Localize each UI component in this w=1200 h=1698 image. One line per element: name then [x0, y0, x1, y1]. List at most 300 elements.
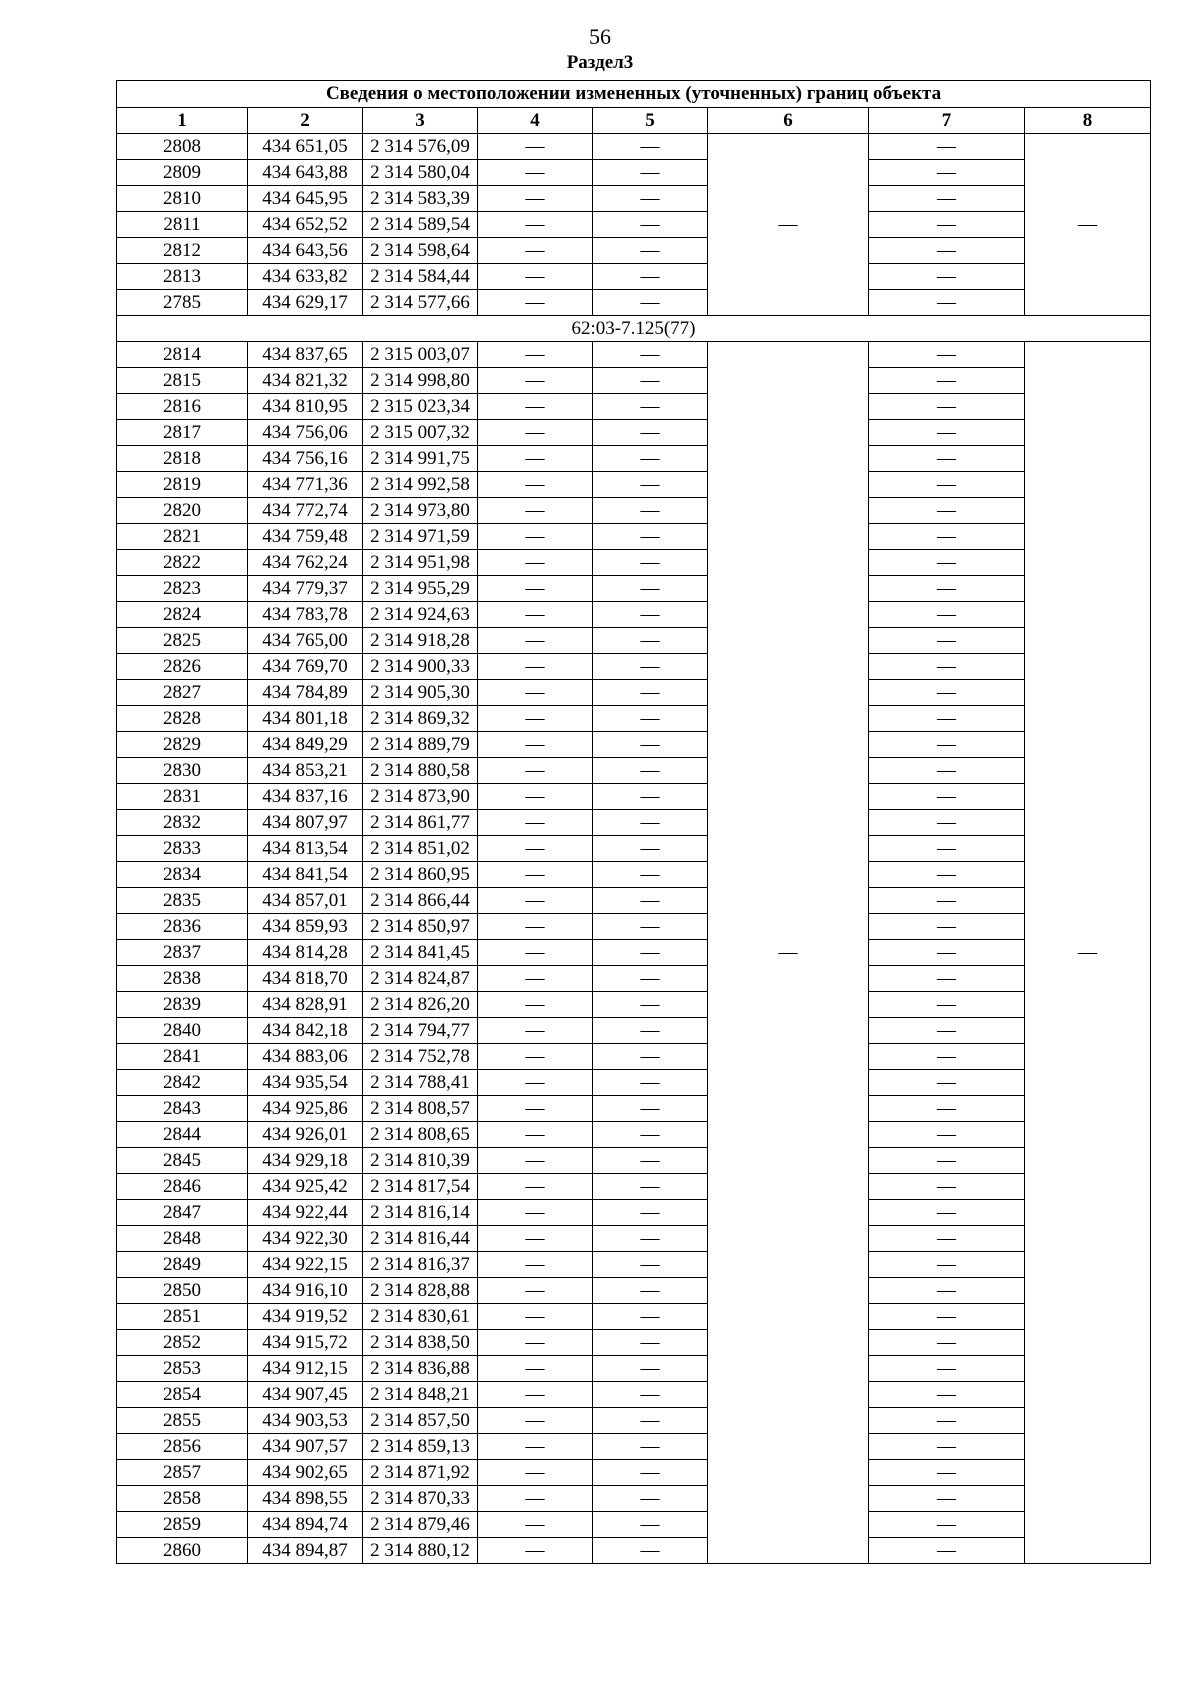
point-number-cell: 2815: [117, 368, 248, 394]
table-row: [117, 134, 1151, 160]
column-5-cell: —: [593, 576, 708, 602]
point-number-cell: 2833: [117, 836, 248, 862]
column-5-cell: —: [593, 940, 708, 966]
y-coordinate-cell: 2 314 838,50: [363, 1330, 478, 1356]
column-7-cell: —: [869, 680, 1025, 706]
table-row: [117, 446, 1151, 472]
column-5-cell: —: [593, 1278, 708, 1304]
table-row: [117, 784, 1151, 810]
column-7-cell: —: [869, 654, 1025, 680]
point-number-cell: 2820: [117, 498, 248, 524]
column-7-cell: —: [869, 1200, 1025, 1226]
point-number-cell: 2822: [117, 550, 248, 576]
point-number-cell: 2856: [117, 1434, 248, 1460]
table-row: [117, 1356, 1151, 1382]
column-4-cell: —: [478, 1408, 593, 1434]
table-row: [117, 1304, 1151, 1330]
point-number-cell: 2817: [117, 420, 248, 446]
column-4-cell: —: [478, 914, 593, 940]
table-row: [117, 420, 1151, 446]
column-5-cell: —: [593, 420, 708, 446]
y-coordinate-cell: 2 314 836,88: [363, 1356, 478, 1382]
y-coordinate-cell: 2 314 752,78: [363, 1044, 478, 1070]
y-coordinate-cell: 2 314 810,39: [363, 1148, 478, 1174]
column-7-cell: —: [869, 1278, 1025, 1304]
column-7-cell: —: [869, 940, 1025, 966]
column-7-cell: —: [869, 1148, 1025, 1174]
column-4-cell: —: [478, 992, 593, 1018]
column-header: 6: [708, 108, 869, 134]
column-4-cell: —: [478, 628, 593, 654]
table-row: [117, 238, 1151, 264]
column-4-cell: —: [478, 1252, 593, 1278]
column-5-cell: —: [593, 1382, 708, 1408]
column-7-cell: —: [869, 550, 1025, 576]
column-7-cell: —: [869, 186, 1025, 212]
y-coordinate-cell: 2 314 850,97: [363, 914, 478, 940]
x-coordinate-cell: 434 779,37: [248, 576, 363, 602]
point-number-cell: 2827: [117, 680, 248, 706]
point-number-cell: 2814: [117, 342, 248, 368]
x-coordinate-cell: 434 925,86: [248, 1096, 363, 1122]
point-number-cell: 2841: [117, 1044, 248, 1070]
x-coordinate-cell: 434 907,45: [248, 1382, 363, 1408]
y-coordinate-cell: 2 314 598,64: [363, 238, 478, 264]
table-row: [117, 1382, 1151, 1408]
column-5-cell: —: [593, 758, 708, 784]
column-5-cell: —: [593, 966, 708, 992]
x-coordinate-cell: 434 859,93: [248, 914, 363, 940]
column-8-merged-cell: —: [1025, 134, 1151, 316]
y-coordinate-cell: 2 315 007,32: [363, 420, 478, 446]
column-7-cell: —: [869, 1512, 1025, 1538]
y-coordinate-cell: 2 314 951,98: [363, 550, 478, 576]
table-row: [117, 706, 1151, 732]
x-coordinate-cell: 434 837,65: [248, 342, 363, 368]
column-7-cell: —: [869, 342, 1025, 368]
x-coordinate-cell: 434 915,72: [248, 1330, 363, 1356]
column-4-cell: —: [478, 1356, 593, 1382]
table-row: [117, 1018, 1151, 1044]
column-4-cell: —: [478, 1148, 593, 1174]
table-row: [117, 914, 1151, 940]
point-number-cell: 2831: [117, 784, 248, 810]
column-4-cell: —: [478, 784, 593, 810]
table-caption-row: [117, 81, 1151, 108]
coordinates-table: [116, 80, 1151, 1564]
y-coordinate-cell: 2 314 857,50: [363, 1408, 478, 1434]
table-row: [117, 1460, 1151, 1486]
column-5-cell: —: [593, 446, 708, 472]
column-4-cell: —: [478, 420, 593, 446]
y-coordinate-cell: 2 314 991,75: [363, 446, 478, 472]
column-4-cell: —: [478, 732, 593, 758]
column-4-cell: —: [478, 1460, 593, 1486]
point-number-cell: 2853: [117, 1356, 248, 1382]
column-5-cell: —: [593, 1330, 708, 1356]
x-coordinate-cell: 434 821,32: [248, 368, 363, 394]
column-5-cell: —: [593, 1408, 708, 1434]
x-coordinate-cell: 434 922,44: [248, 1200, 363, 1226]
column-7-cell: —: [869, 1356, 1025, 1382]
x-coordinate-cell: 434 651,05: [248, 134, 363, 160]
section-title: Раздел3: [566, 52, 634, 73]
y-coordinate-cell: 2 314 788,41: [363, 1070, 478, 1096]
table-row: [117, 576, 1151, 602]
x-coordinate-cell: 434 759,48: [248, 524, 363, 550]
y-coordinate-cell: 2 314 973,80: [363, 498, 478, 524]
table-row: [117, 1070, 1151, 1096]
point-number-cell: 2859: [117, 1512, 248, 1538]
column-5-cell: —: [593, 836, 708, 862]
x-coordinate-cell: 434 916,10: [248, 1278, 363, 1304]
y-coordinate-cell: 2 314 871,92: [363, 1460, 478, 1486]
y-coordinate-cell: 2 314 584,44: [363, 264, 478, 290]
column-7-cell: —: [869, 576, 1025, 602]
column-4-cell: —: [478, 472, 593, 498]
point-number-cell: 2785: [117, 290, 248, 316]
point-number-cell: 2809: [117, 160, 248, 186]
point-number-cell: 2825: [117, 628, 248, 654]
point-number-cell: 2816: [117, 394, 248, 420]
table-row: [117, 1148, 1151, 1174]
table-row: [117, 264, 1151, 290]
column-4-cell: —: [478, 1018, 593, 1044]
group-label: 62:03-7.125(77): [117, 316, 1151, 342]
column-7-cell: —: [869, 836, 1025, 862]
column-header: 3: [363, 108, 478, 134]
table-row: [117, 160, 1151, 186]
column-header: 5: [593, 108, 708, 134]
table-row: [117, 550, 1151, 576]
point-number-cell: 2852: [117, 1330, 248, 1356]
table-row: [117, 1434, 1151, 1460]
column-5-cell: —: [593, 1226, 708, 1252]
table-row: [117, 524, 1151, 550]
column-5-cell: —: [593, 1356, 708, 1382]
column-7-cell: —: [869, 290, 1025, 316]
column-4-cell: —: [478, 550, 593, 576]
y-coordinate-cell: 2 314 905,30: [363, 680, 478, 706]
table-header-row: [117, 108, 1151, 134]
column-4-cell: —: [478, 862, 593, 888]
point-number-cell: 2823: [117, 576, 248, 602]
table-row: [117, 1538, 1151, 1564]
point-number-cell: 2821: [117, 524, 248, 550]
column-4-cell: —: [478, 524, 593, 550]
x-coordinate-cell: 434 842,18: [248, 1018, 363, 1044]
column-header: 4: [478, 108, 593, 134]
table-row: [117, 212, 1151, 238]
column-7-cell: —: [869, 134, 1025, 160]
column-5-cell: —: [593, 1434, 708, 1460]
table-row: [117, 966, 1151, 992]
table-row: [117, 1278, 1151, 1304]
table-row: [117, 186, 1151, 212]
x-coordinate-cell: 434 784,89: [248, 680, 363, 706]
column-4-cell: —: [478, 1070, 593, 1096]
column-4-cell: —: [478, 1330, 593, 1356]
column-7-cell: —: [869, 1044, 1025, 1070]
point-number-cell: 2850: [117, 1278, 248, 1304]
column-4-cell: —: [478, 446, 593, 472]
y-coordinate-cell: 2 314 900,33: [363, 654, 478, 680]
table-row: [117, 888, 1151, 914]
column-7-cell: —: [869, 758, 1025, 784]
column-5-cell: —: [593, 862, 708, 888]
column-5-cell: —: [593, 160, 708, 186]
column-5-cell: —: [593, 342, 708, 368]
column-5-cell: —: [593, 992, 708, 1018]
table-body: [117, 134, 1151, 1564]
y-coordinate-cell: 2 314 851,02: [363, 836, 478, 862]
column-7-cell: —: [869, 472, 1025, 498]
x-coordinate-cell: 434 902,65: [248, 1460, 363, 1486]
column-7-cell: —: [869, 1070, 1025, 1096]
x-coordinate-cell: 434 853,21: [248, 758, 363, 784]
column-4-cell: —: [478, 888, 593, 914]
column-4-cell: —: [478, 186, 593, 212]
y-coordinate-cell: 2 314 580,04: [363, 160, 478, 186]
column-4-cell: —: [478, 1434, 593, 1460]
column-7-cell: —: [869, 862, 1025, 888]
x-coordinate-cell: 434 919,52: [248, 1304, 363, 1330]
point-number-cell: 2857: [117, 1460, 248, 1486]
table-row: [117, 342, 1151, 368]
table-row: [117, 1408, 1151, 1434]
x-coordinate-cell: 434 935,54: [248, 1070, 363, 1096]
column-5-cell: —: [593, 1538, 708, 1564]
table-row: [117, 1200, 1151, 1226]
x-coordinate-cell: 434 643,56: [248, 238, 363, 264]
table-row: [117, 810, 1151, 836]
y-coordinate-cell: 2 314 841,45: [363, 940, 478, 966]
x-coordinate-cell: 434 818,70: [248, 966, 363, 992]
column-5-cell: —: [593, 1200, 708, 1226]
column-7-cell: —: [869, 368, 1025, 394]
x-coordinate-cell: 434 903,53: [248, 1408, 363, 1434]
column-5-cell: —: [593, 1122, 708, 1148]
column-7-cell: —: [869, 420, 1025, 446]
table-row: [117, 732, 1151, 758]
point-number-cell: 2837: [117, 940, 248, 966]
column-7-cell: —: [869, 992, 1025, 1018]
y-coordinate-cell: 2 314 955,29: [363, 576, 478, 602]
y-coordinate-cell: 2 314 870,33: [363, 1486, 478, 1512]
point-number-cell: 2835: [117, 888, 248, 914]
column-7-cell: —: [869, 628, 1025, 654]
table-row: [117, 394, 1151, 420]
point-number-cell: 2836: [117, 914, 248, 940]
y-coordinate-cell: 2 314 889,79: [363, 732, 478, 758]
column-7-cell: —: [869, 212, 1025, 238]
table-row: [117, 758, 1151, 784]
column-7-cell: —: [869, 966, 1025, 992]
table-row: [117, 602, 1151, 628]
column-7-cell: —: [869, 914, 1025, 940]
column-7-cell: —: [869, 160, 1025, 186]
x-coordinate-cell: 434 894,74: [248, 1512, 363, 1538]
table-row: [117, 1122, 1151, 1148]
y-coordinate-cell: 2 314 826,20: [363, 992, 478, 1018]
column-5-cell: —: [593, 394, 708, 420]
column-4-cell: —: [478, 1486, 593, 1512]
y-coordinate-cell: 2 314 817,54: [363, 1174, 478, 1200]
column-5-cell: —: [593, 238, 708, 264]
x-coordinate-cell: 434 837,16: [248, 784, 363, 810]
column-5-cell: —: [593, 1304, 708, 1330]
point-number-cell: 2851: [117, 1304, 248, 1330]
column-5-cell: —: [593, 134, 708, 160]
column-7-cell: —: [869, 1018, 1025, 1044]
column-4-cell: —: [478, 342, 593, 368]
x-coordinate-cell: 434 883,06: [248, 1044, 363, 1070]
x-coordinate-cell: 434 926,01: [248, 1122, 363, 1148]
column-6-merged-cell: —: [708, 342, 869, 1564]
x-coordinate-cell: 434 907,57: [248, 1434, 363, 1460]
column-8-merged-cell: —: [1025, 342, 1151, 1564]
table-row: [117, 498, 1151, 524]
point-number-cell: 2830: [117, 758, 248, 784]
column-7-cell: —: [869, 498, 1025, 524]
table-row: [117, 992, 1151, 1018]
column-4-cell: —: [478, 264, 593, 290]
point-number-cell: 2858: [117, 1486, 248, 1512]
point-number-cell: 2832: [117, 810, 248, 836]
column-7-cell: —: [869, 706, 1025, 732]
point-number-cell: 2811: [117, 212, 248, 238]
y-coordinate-cell: 2 315 023,34: [363, 394, 478, 420]
column-5-cell: —: [593, 1018, 708, 1044]
y-coordinate-cell: 2 314 808,57: [363, 1096, 478, 1122]
table-row: [117, 368, 1151, 394]
x-coordinate-cell: 434 841,54: [248, 862, 363, 888]
column-5-cell: —: [593, 1460, 708, 1486]
column-4-cell: —: [478, 1304, 593, 1330]
y-coordinate-cell: 2 314 577,66: [363, 290, 478, 316]
y-coordinate-cell: 2 314 824,87: [363, 966, 478, 992]
table-row: [117, 1096, 1151, 1122]
column-7-cell: —: [869, 1408, 1025, 1434]
column-5-cell: —: [593, 732, 708, 758]
column-7-cell: —: [869, 810, 1025, 836]
x-coordinate-cell: 434 810,95: [248, 394, 363, 420]
column-4-cell: —: [478, 836, 593, 862]
column-4-cell: —: [478, 940, 593, 966]
table-row: [117, 628, 1151, 654]
point-number-cell: 2826: [117, 654, 248, 680]
column-4-cell: —: [478, 1382, 593, 1408]
point-number-cell: 2813: [117, 264, 248, 290]
column-5-cell: —: [593, 186, 708, 212]
x-coordinate-cell: 434 814,28: [248, 940, 363, 966]
column-4-cell: —: [478, 1226, 593, 1252]
column-4-cell: —: [478, 680, 593, 706]
column-5-cell: —: [593, 264, 708, 290]
page-number: 56: [589, 24, 611, 49]
x-coordinate-cell: 434 857,01: [248, 888, 363, 914]
point-number-cell: 2828: [117, 706, 248, 732]
y-coordinate-cell: 2 314 924,63: [363, 602, 478, 628]
column-4-cell: —: [478, 394, 593, 420]
column-4-cell: —: [478, 966, 593, 992]
column-4-cell: —: [478, 654, 593, 680]
y-coordinate-cell: 2 314 816,44: [363, 1226, 478, 1252]
column-5-cell: —: [593, 472, 708, 498]
table-row: [117, 1044, 1151, 1070]
column-7-cell: —: [869, 524, 1025, 550]
column-5-cell: —: [593, 810, 708, 836]
y-coordinate-cell: 2 314 816,37: [363, 1252, 478, 1278]
x-coordinate-cell: 434 629,17: [248, 290, 363, 316]
point-number-cell: 2839: [117, 992, 248, 1018]
column-4-cell: —: [478, 758, 593, 784]
x-coordinate-cell: 434 925,42: [248, 1174, 363, 1200]
table-row: [117, 472, 1151, 498]
group-label-row: [117, 316, 1151, 342]
table-row: [117, 290, 1151, 316]
x-coordinate-cell: 434 771,36: [248, 472, 363, 498]
y-coordinate-cell: 2 314 828,88: [363, 1278, 478, 1304]
point-number-cell: 2810: [117, 186, 248, 212]
y-coordinate-cell: 2 314 583,39: [363, 186, 478, 212]
point-number-cell: 2819: [117, 472, 248, 498]
y-coordinate-cell: 2 314 873,90: [363, 784, 478, 810]
column-4-cell: —: [478, 212, 593, 238]
column-header: 1: [117, 108, 248, 134]
y-coordinate-cell: 2 315 003,07: [363, 342, 478, 368]
column-5-cell: —: [593, 212, 708, 238]
y-coordinate-cell: 2 314 860,95: [363, 862, 478, 888]
point-number-cell: 2842: [117, 1070, 248, 1096]
column-4-cell: —: [478, 1200, 593, 1226]
column-4-cell: —: [478, 602, 593, 628]
column-5-cell: —: [593, 602, 708, 628]
x-coordinate-cell: 434 828,91: [248, 992, 363, 1018]
x-coordinate-cell: 434 756,16: [248, 446, 363, 472]
y-coordinate-cell: 2 314 861,77: [363, 810, 478, 836]
y-coordinate-cell: 2 314 918,28: [363, 628, 478, 654]
y-coordinate-cell: 2 314 589,54: [363, 212, 478, 238]
column-4-cell: —: [478, 1278, 593, 1304]
column-4-cell: —: [478, 1096, 593, 1122]
column-5-cell: —: [593, 550, 708, 576]
y-coordinate-cell: 2 314 992,58: [363, 472, 478, 498]
y-coordinate-cell: 2 314 971,59: [363, 524, 478, 550]
column-7-cell: —: [869, 732, 1025, 758]
column-5-cell: —: [593, 914, 708, 940]
table-row: [117, 1330, 1151, 1356]
column-7-cell: —: [869, 1252, 1025, 1278]
y-coordinate-cell: 2 314 866,44: [363, 888, 478, 914]
column-7-cell: —: [869, 1382, 1025, 1408]
column-7-cell: —: [869, 1174, 1025, 1200]
table-caption: Сведения о местоположении измененных (уточненных) границ объекта: [117, 81, 1151, 108]
point-number-cell: 2847: [117, 1200, 248, 1226]
table-row: [117, 1174, 1151, 1200]
point-number-cell: 2855: [117, 1408, 248, 1434]
table-row: [117, 1252, 1151, 1278]
y-coordinate-cell: 2 314 859,13: [363, 1434, 478, 1460]
column-7-cell: —: [869, 602, 1025, 628]
column-5-cell: —: [593, 1486, 708, 1512]
y-coordinate-cell: 2 314 830,61: [363, 1304, 478, 1330]
point-number-cell: 2845: [117, 1148, 248, 1174]
point-number-cell: 2840: [117, 1018, 248, 1044]
table-row: [117, 836, 1151, 862]
column-5-cell: —: [593, 680, 708, 706]
column-5-cell: —: [593, 1252, 708, 1278]
